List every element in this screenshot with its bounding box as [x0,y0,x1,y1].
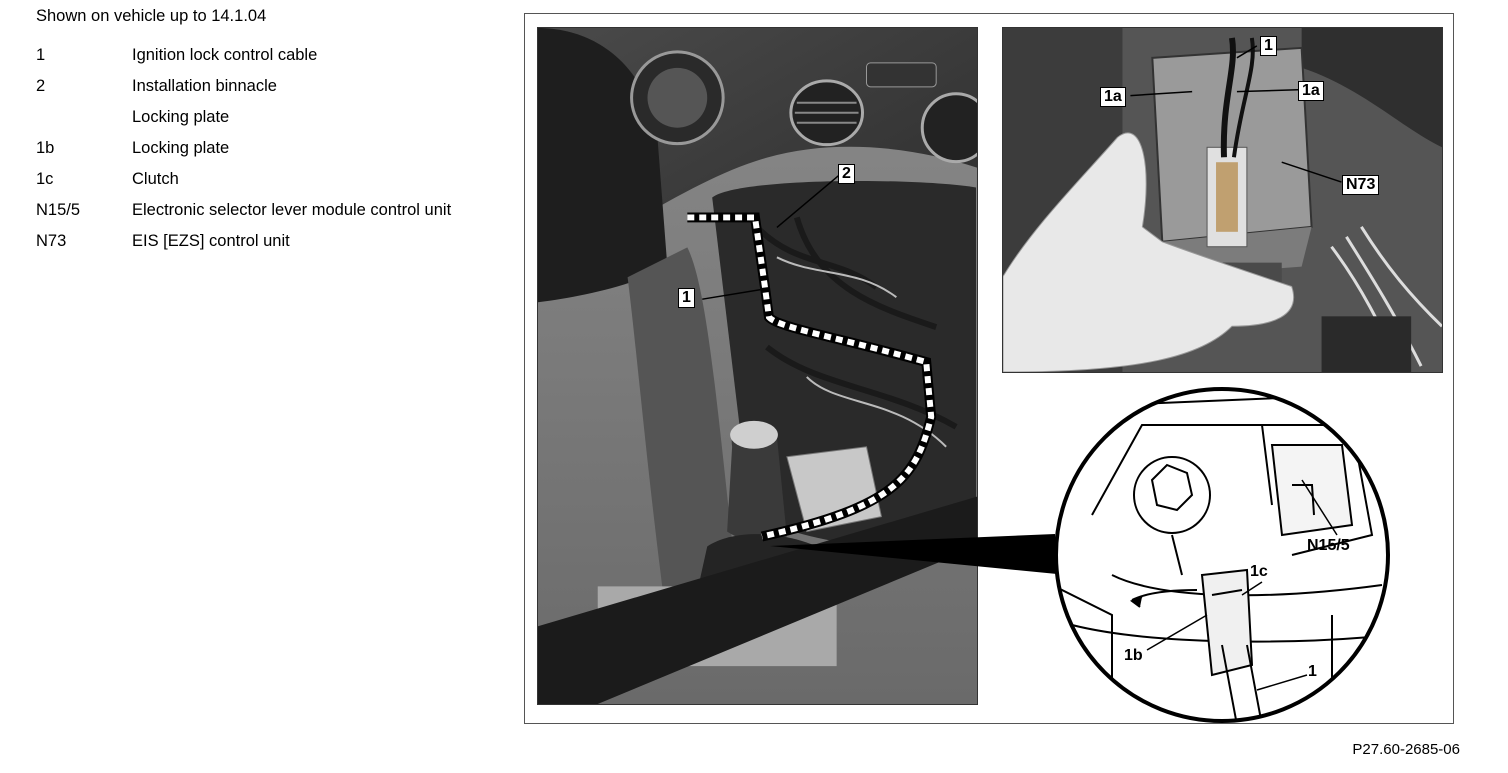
legend-code [36,106,132,128]
legend-text: EIS [EZS] control unit [132,232,290,250]
legend-text: Installation binnacle [132,77,277,95]
legend-row [36,199,486,221]
plate-right-callout: 1a [1298,81,1324,101]
console-illustration [538,28,977,704]
legend-row [36,168,486,190]
locking-plate-callout: 1b [1124,647,1143,664]
console-photo [537,27,978,705]
binnacle-callout: 2 [838,164,855,184]
legend-text: Clutch [132,170,179,188]
legend-text: Electronic selector lever module control unit [132,201,452,219]
legend-row [36,75,486,97]
inset-cable-callout: 1 [1260,36,1277,56]
eis-unit-photo [1002,27,1443,373]
legend-row [36,44,486,66]
legend-text: Locking plate [132,108,230,126]
selector-module-drawing [1052,385,1392,725]
figure-reference: P27.60-2685-06 [1352,741,1460,758]
legend-code: 1b [36,139,55,157]
legend-row [36,230,486,252]
legend-code: 1 [36,46,46,64]
selector-module-callout: N15/5 [1307,537,1350,554]
eis-unit-illustration [1003,28,1442,372]
figure-frame [524,13,1454,724]
legend-row [36,137,486,159]
legend-code: 2 [36,77,46,95]
cable-callout: 1 [678,288,695,308]
legend-list [36,44,486,261]
legend-text: Locking plate [132,139,230,157]
legend-text: Ignition lock control cable [132,46,318,64]
plate-left-callout: 1a [1100,87,1126,107]
figure-caption: Shown on vehicle up to 14.1.04 [36,7,267,25]
legend-code: N73 [36,232,67,250]
clutch-callout: 1c [1250,563,1268,580]
selector-module-detail [1052,385,1392,725]
legend-code: N15/5 [36,201,81,219]
eis-unit-callout: N73 [1342,175,1379,195]
detail-cable-callout: 1 [1308,663,1317,680]
legend-code: 1c [36,170,54,188]
legend-row [36,106,486,128]
